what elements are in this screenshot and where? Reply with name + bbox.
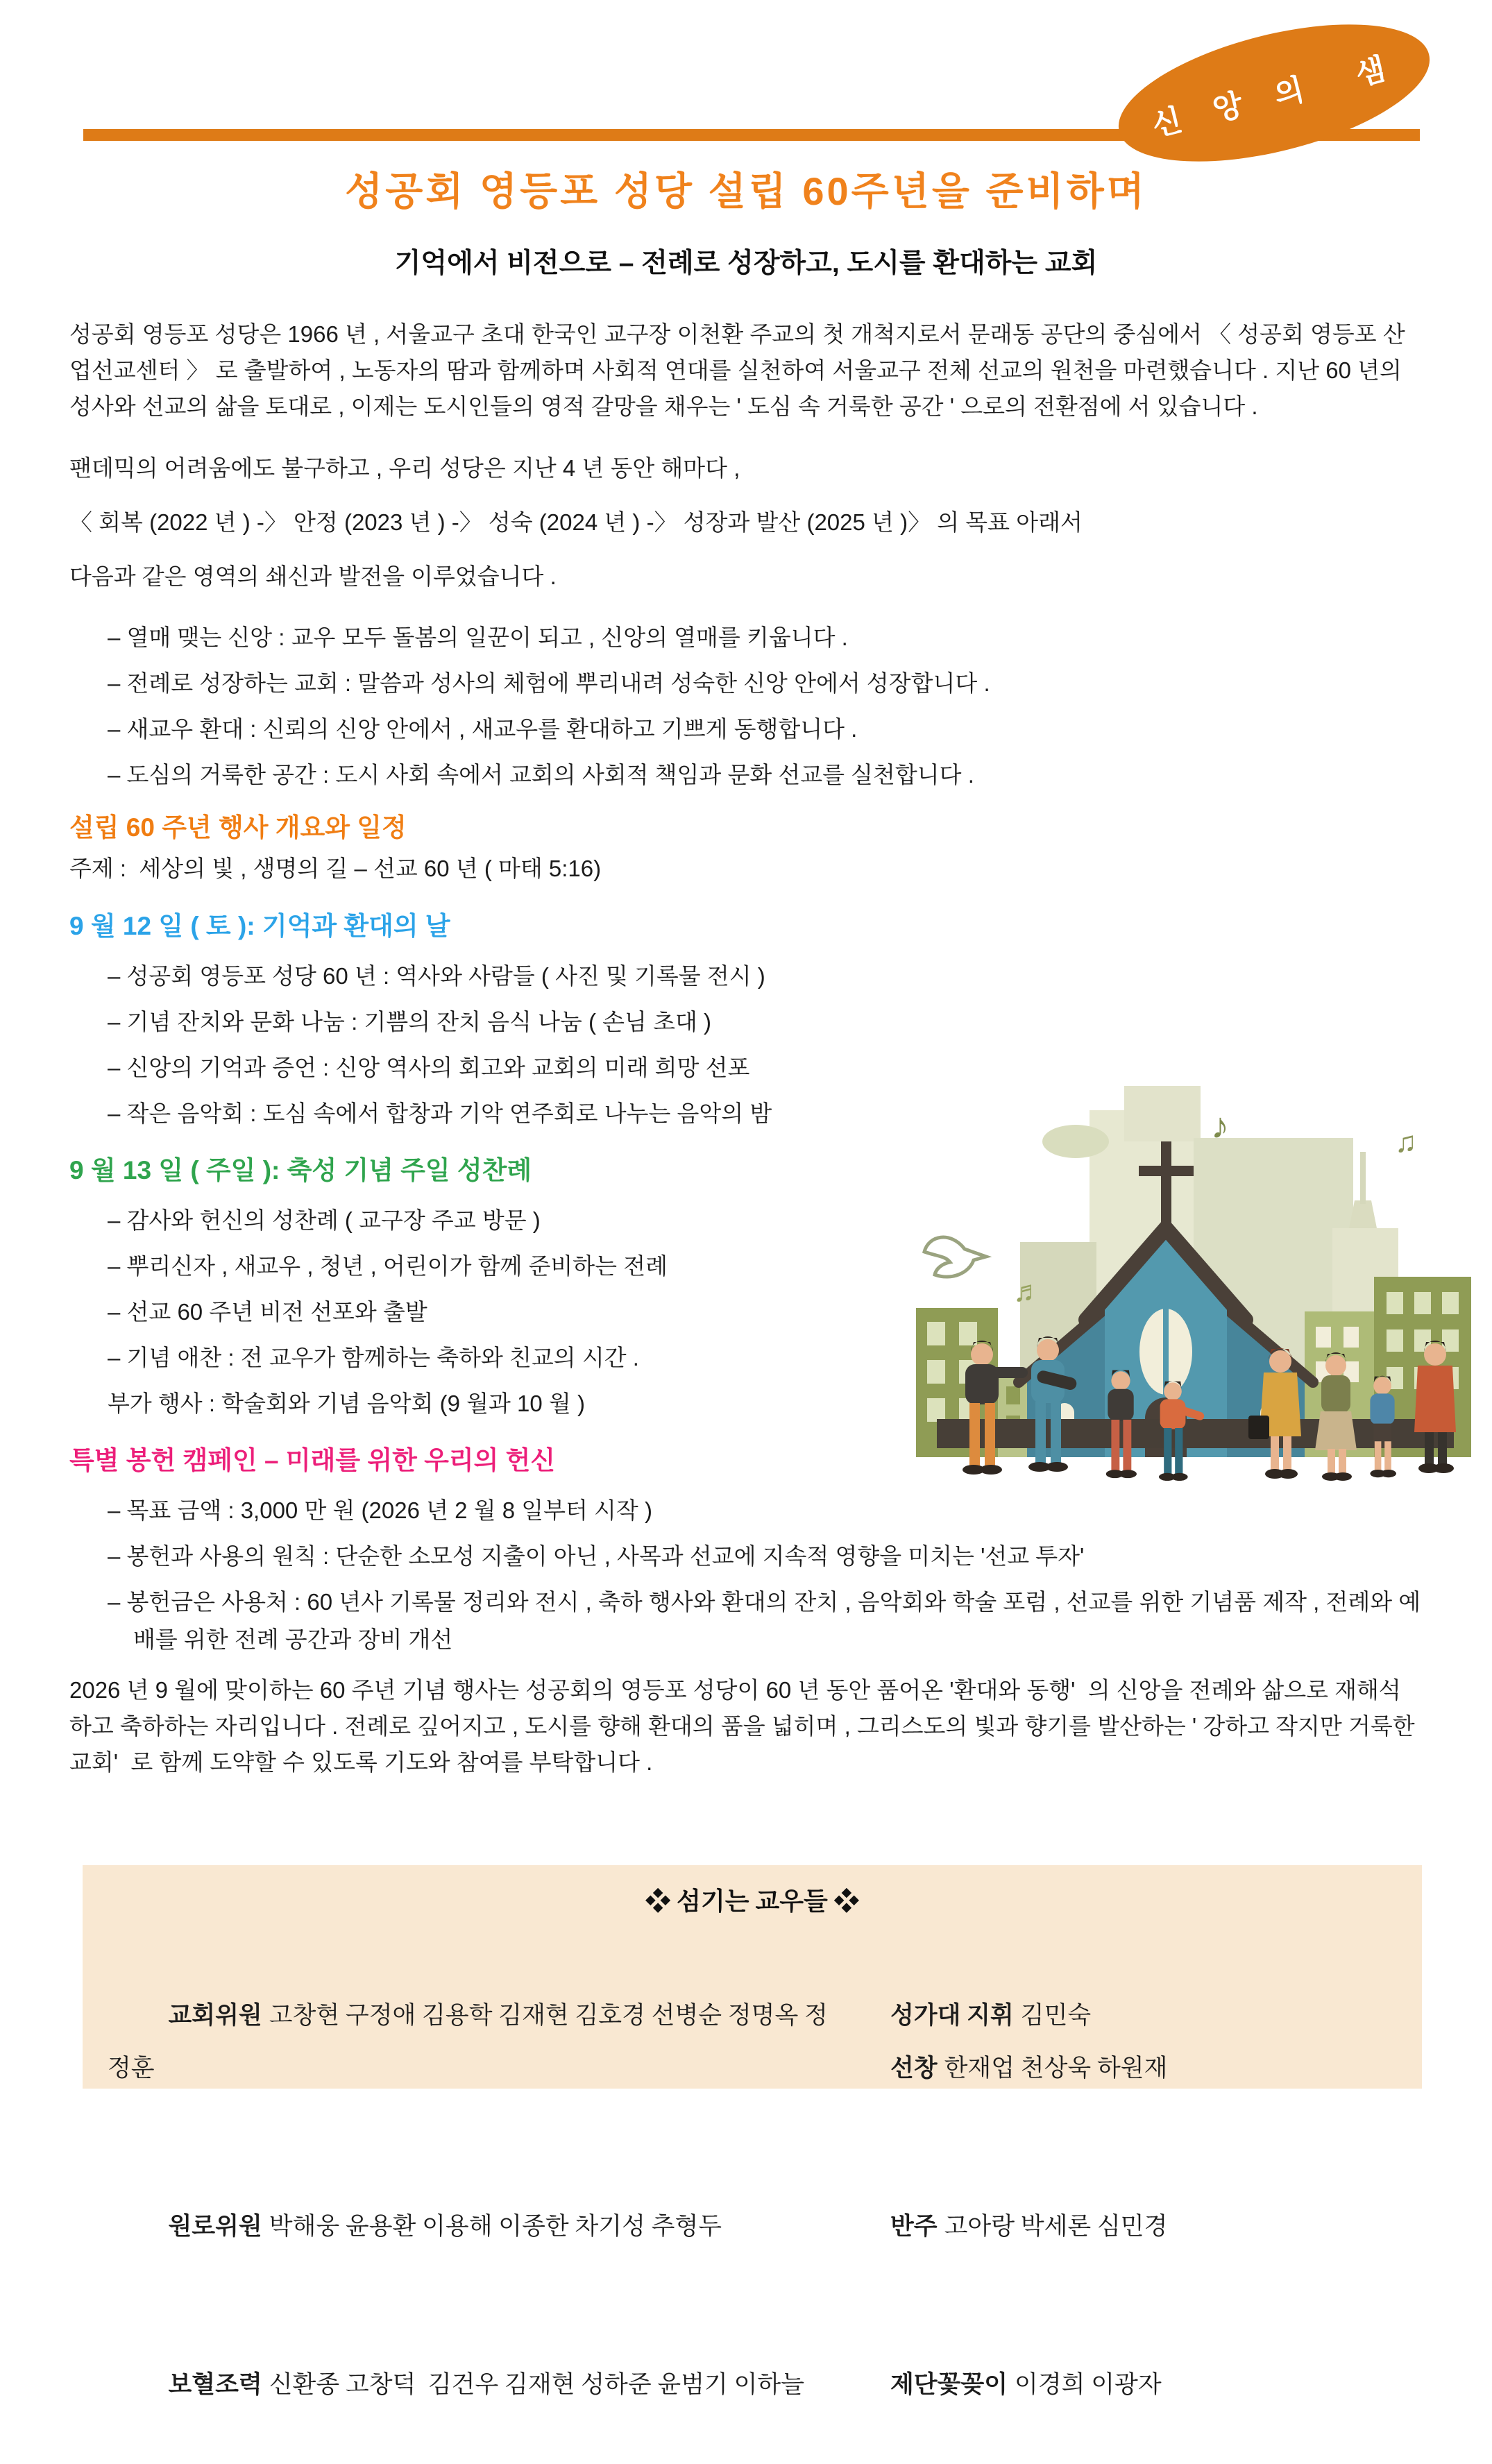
theme-line: 주제 : 세상의 빛 , 생명의 길 – 선교 60 년 ( 마태 5:16) xyxy=(69,856,602,881)
server-row xyxy=(108,1937,829,2148)
role-names: 이경희 이광자 xyxy=(1015,2371,1162,2398)
music-note-icon: ♪ xyxy=(1211,1106,1229,1146)
role-label: 선창 xyxy=(890,2055,938,2082)
server-row xyxy=(829,2306,1397,2464)
servers-column-left xyxy=(108,1937,829,2464)
list-item: – 뿌리신자 , 새교우 , 청년 , 어린이가 함께 준비하는 전례 xyxy=(108,1253,668,1279)
role-names: 박해웅 윤용환 이용해 이종한 차기성 추형두 xyxy=(269,2213,722,2240)
list-item: – 선교 60 주년 비전 선포와 출발 xyxy=(108,1299,427,1325)
role-label: 성가대 지휘 xyxy=(890,2002,1014,2029)
servers-columns xyxy=(108,1937,1397,2464)
list-item: – 새교우 환대 : 신뢰의 신앙 안에서 , 새교우를 환대하고 기쁘게 동행합니다 . xyxy=(108,716,858,742)
page-title: 성공회 영등포 성당 설립 60주년을 준비하며 xyxy=(345,169,1147,213)
servers-column-right xyxy=(829,1937,1397,2464)
role-label: 제단꽃꽂이 xyxy=(890,2371,1008,2398)
masthead-badge-label: 신 앙 의 샘 xyxy=(1148,49,1402,144)
section-heading-sep13: 9 월 13 일 ( 주일 ): 축성 기념 주일 성찬례 xyxy=(69,1156,532,1184)
list-item: – 기념 잔치와 문화 나눔 : 기쁨의 잔치 음식 나눔 ( 손님 초대 ) xyxy=(108,1009,712,1035)
renewal-bullet-list xyxy=(69,619,1423,794)
servers-box xyxy=(83,1865,1422,2398)
role-label: 교회위원 xyxy=(168,2002,262,2029)
sep12-bullet-list xyxy=(69,958,888,1132)
role-names: 고창현 구정애 김용학 김재현 김호경 선병순 정명옥 정정훈 xyxy=(108,2002,828,2082)
list-item: – 기념 애찬 : 전 교우가 함께하는 축하와 친교의 시간 . xyxy=(108,1345,639,1370)
list-item: – 목표 금액 : 3,000 만 원 (2026 년 2 월 8 일부터 시작 ) xyxy=(108,1497,652,1523)
server-row xyxy=(108,2306,829,2464)
goals-line-2: 〈 회복 (2022 년 ) -〉 안정 (2023 년 ) -〉 성숙 (2024 년 ) -〉 성장과 발산 (2025 년 )〉 의 목표 아래서 xyxy=(69,509,1083,535)
role-label: 원로위원 xyxy=(168,2213,262,2240)
role-label: 반주 xyxy=(890,2213,938,2240)
list-item: – 감사와 헌신의 성찬례 ( 교구장 주교 방문 ) xyxy=(108,1207,541,1233)
role-names: 신환종 고창덕 김건우 김재현 성하준 윤범기 이하늘 xyxy=(269,2371,805,2398)
role-names: 김민숙 xyxy=(1020,2002,1097,2029)
servers-box-title: ❖ 섬기는 교우들 ❖ xyxy=(645,1887,859,1915)
list-item: – 도심의 거룩한 공간 : 도시 사회 속에서 교회의 사회적 책임과 문화 선교를 실천합니다 . xyxy=(108,762,974,788)
role-names: 고아랑 박세론 심민경 xyxy=(944,2213,1168,2240)
music-note-icon: ♫ xyxy=(1395,1125,1417,1158)
server-row xyxy=(108,2148,829,2306)
role-names: 한재업 천상욱 하원재 xyxy=(944,2055,1168,2082)
cloud-shape xyxy=(1042,1125,1109,1158)
list-item: – 작은 음악회 : 도심 속에서 합창과 기악 연주회로 나누는 음악의 밤 xyxy=(108,1101,772,1126)
list-item: – 성공회 영등포 성당 60 년 : 역사와 사람들 ( 사진 및 기록물 전시 ) xyxy=(108,963,765,989)
extra-events-line: 부가 행사 : 학술회와 기념 음악회 (9 월과 10 월 ) xyxy=(108,1391,585,1416)
intro-paragraph: 성공회 영등포 성당은 1966 년 , 서울교구 초대 한국인 교구장 이천환 주교의 첫 개척지로서 문래동 공단의 중심에서 〈 성공회 영등포 산업선교센터 〉 로 출발하여 , 노동자의 땀과 함께하며 사회적 연대를 실천하여 서울교구 전체 선교의 원천을 마련했습니다 . 지난 60 년의 성사와 선교의 삶을 토대로 , 이제는 도시인들의 영적 갈망을 채우는 ' 도심 속 거룩한 공간 ' 으로의 전환점에 서 있습니다 . xyxy=(69,321,1409,419)
list-item: – 봉헌과 사용의 원칙 : 단순한 소모성 지출이 아닌 , 사목과 선교에 지속적 영향을 미치는 '선교 투자' xyxy=(108,1543,1085,1569)
closing-paragraph: 2026 년 9 월에 맞이하는 60 주년 기념 행사는 성공회의 영등포 성당이 60 년 동안 품어온 '환대와 동행' 의 신앙을 전례와 삶으로 재해석하고 축하하는 자리입니다 . 전례로 깊어지고 , 도시를 향해 환대의 품을 넓히며 , 그리스도의 빛과 향기를 발산하는 ' 강하고 작지만 거룩한 교회' 로 함께 도약할 수 있도록 기도와 참여를 부탁합니다 . xyxy=(69,1677,1421,1775)
server-row xyxy=(829,1937,1397,2148)
server-row xyxy=(829,2148,1397,2306)
list-item: – 신앙의 기억과 증언 : 신앙 역사의 회고와 교회의 미래 희망 선포 xyxy=(108,1055,750,1080)
sep13-bullet-list xyxy=(69,1202,888,1377)
section-heading-campaign: 특별 봉헌 캠페인 – 미래를 위한 우리의 헌신 xyxy=(69,1446,556,1475)
dove-icon xyxy=(924,1237,986,1277)
goals-line-1: 팬데믹의 어려움에도 불구하고 , 우리 성당은 지난 4 년 동안 해마다 , xyxy=(69,455,740,481)
role-label: 보혈조력 xyxy=(168,2371,262,2398)
campaign-bullet-list xyxy=(69,1492,1423,1658)
music-note-icon: ♬ xyxy=(1013,1275,1042,1307)
list-item: – 봉헌금은 사용처 : 60 년사 기록물 정리와 전시 , 축하 행사와 환대의 잔치 , 음악회와 학술 포럼 , 선교를 위한 기념품 제작 , 전례와 예배를 위한 전례 공간과 장비 개선 xyxy=(108,1589,1421,1652)
page-subtitle: 기억에서 비전으로 – 전례로 성장하고, 도시를 환대하는 교회 xyxy=(394,248,1098,278)
section-heading-overview: 설립 60 주년 행사 개요와 일정 xyxy=(69,813,407,842)
main-column xyxy=(69,0,1423,1781)
section-heading-sep12: 9 월 12 일 ( 토 ): 기억과 환대의 날 xyxy=(69,912,450,940)
yearly-goals-paragraph xyxy=(69,441,1423,604)
list-item: – 열매 맺는 신앙 : 교우 모두 돌봄의 일꾼이 되고 , 신앙의 열매를 키웁니다 . xyxy=(108,625,848,650)
list-item: – 전례로 성장하는 교회 : 말씀과 성사의 체험에 뿌리내려 성숙한 신앙 안에서 성장합니다 . xyxy=(108,670,990,696)
church-illustration xyxy=(916,1069,1485,1492)
goals-line-3: 다음과 같은 영역의 쇄신과 발전을 이루었습니다 . xyxy=(69,563,557,589)
